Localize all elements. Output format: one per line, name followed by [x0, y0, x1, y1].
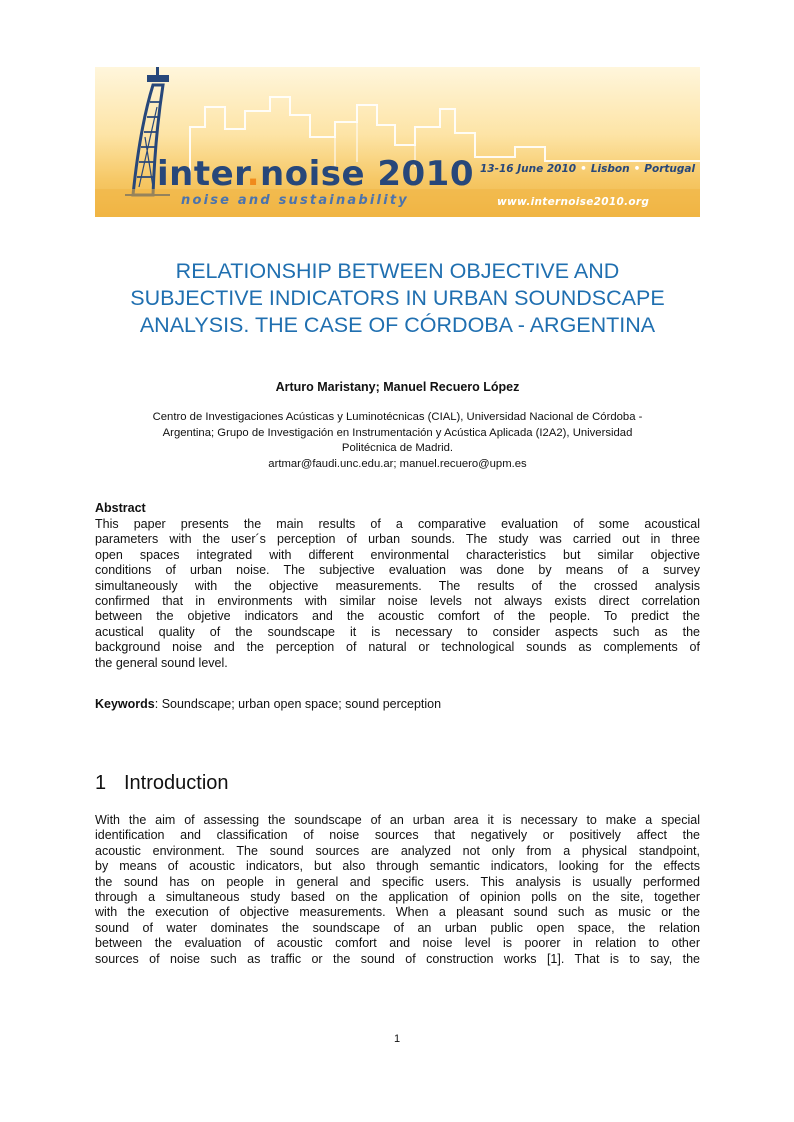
intro-line: by means of acoustic indicators, but also through semantic indicators, looking for the effects	[95, 859, 700, 874]
affiliation-line: Centro de Investigaciones Acústicas y Luminotécnicas (CIAL), Universidad Nacional de Córdoba -	[152, 411, 643, 423]
title-line: SUBJECTIVE INDICATORS IN URBAN SOUNDSCAPE	[130, 286, 665, 310]
abstract-line: parameters with the user´s perception of urban sounds. The study was carried out in three	[95, 532, 700, 547]
abstract-line: confirmed that in environments with similar noise levels not always exists direct correlation	[95, 594, 700, 609]
intro-line: identification and classification of noise sources that negatively or positively affect the	[95, 828, 700, 843]
abstract-line: background noise and the perception of natural or technological sounds as complements of	[95, 640, 700, 655]
abstract-line: between the objetive indicators and the acoustic comfort of the people. To predict the	[95, 609, 700, 624]
conference-date: 13-16 June 2010	[480, 163, 577, 175]
abstract-line: simultaneously with the objective measurements. The results of the crossed analysis	[95, 578, 700, 593]
conference-dates	[480, 163, 695, 175]
keywords-label: Keywords	[95, 697, 155, 711]
intro-line: between the evaluation of acoustic comfort and noise level is poorer in relation to other	[95, 936, 700, 951]
section-number: 1	[95, 772, 107, 794]
section-title: Introduction	[124, 772, 229, 794]
paper-title	[95, 258, 700, 339]
conference-tagline: noise and sustainability	[181, 193, 409, 208]
intro-line: with the execution of objective measurements. When a pleasant sound such as music or the	[95, 905, 700, 920]
author-affiliation	[95, 410, 700, 472]
author-emails[interactable]: artmar@faudi.unc.edu.ar; manuel.recuero@upm.es	[268, 457, 527, 470]
conference-banner	[95, 67, 700, 217]
section-heading	[95, 772, 229, 795]
abstract-body	[95, 517, 700, 671]
logo-text-noise: noise 2010	[260, 154, 474, 194]
keywords	[95, 697, 441, 711]
abstract-line: This paper presents the main results of a comparative evaluation of some acoustical	[95, 517, 700, 531]
intro-line: through a simultaneous study based on the application of opinion polls on the site, together	[95, 890, 700, 905]
intro-line: With the aim of assessing the soundscape of an urban area it is necessary to make a special	[95, 813, 700, 827]
intro-line: sound of water dominates the soundscape of an urban public open space, the relation	[95, 920, 700, 935]
logo-text-inter: inter	[157, 154, 247, 194]
intro-line: acoustic environment. The sound sources are analyzed not only from a physical standpoint,	[95, 843, 700, 858]
title-line: ANALYSIS. THE CASE OF CÓRDOBA - ARGENTINA	[139, 313, 656, 337]
affiliation-line: Argentina; Grupo de Investigación en Instrumentación y Acústica Aplicada (I2A2), Universidad	[162, 426, 633, 439]
conference-logo	[157, 156, 474, 192]
keywords-text: : Soundscape; urban open space; sound perception	[154, 697, 442, 711]
paper-authors: Arturo Maristany; Manuel Recuero López	[275, 380, 520, 394]
title-line: RELATIONSHIP BETWEEN OBJECTIVE AND	[175, 259, 620, 283]
abstract-line: the general sound level.	[95, 655, 228, 670]
dot-separator-icon: •	[580, 163, 587, 175]
logo-dot: .	[246, 154, 261, 194]
abstract-heading: Abstract	[95, 501, 146, 515]
abstract-line: acustical quality of the soundscape it is necessary to consider aspects such as the	[95, 624, 700, 639]
abstract-line: conditions of urban noise. The subjective evaluation was done by means of a survey	[95, 563, 700, 578]
dot-separator-icon: •	[633, 163, 641, 175]
conference-url[interactable]: www.internoise2010.org	[497, 196, 650, 208]
conference-country: Portugal	[644, 163, 696, 175]
abstract-line: open spaces integrated with different environmental characteristics but similar objective	[95, 547, 700, 562]
intro-line: sources of noise such as traffic or the sound of construction works [1]. That is to say, the	[95, 951, 700, 966]
affiliation-line: Politécnica de Madrid.	[341, 442, 454, 454]
intro-line: the sound has on people in general and specific users. This analysis is usually performed	[95, 874, 700, 889]
page-number: 1	[393, 1033, 401, 1045]
conference-city: Lisbon	[590, 163, 630, 175]
introduction-body	[95, 813, 700, 967]
